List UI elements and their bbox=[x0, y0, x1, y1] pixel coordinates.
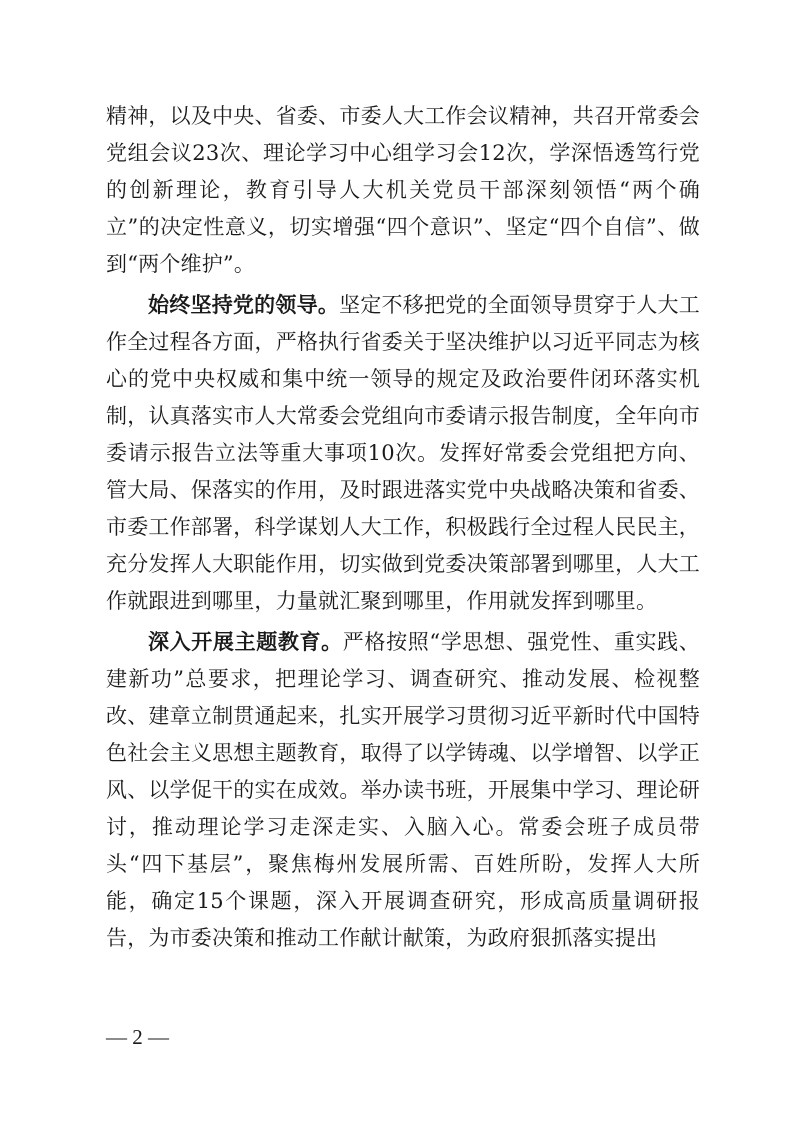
paragraph-text: 精神，以及中央、省委、市委人大工作会议精神，共召开常委会党组会议23次、理论学习中心组学习会12次，学深悟透笃行党的创新理论，教育引导人大机关党员干部深刻领悟“两个确立”的决定性意义，切实增强“四个意识”、坚定“四个自信”、做到“两个维护”。 bbox=[106, 104, 700, 276]
paragraph-continued bbox=[106, 98, 700, 283]
paragraph-heading: 始终坚持党的领导。 bbox=[148, 292, 340, 317]
paragraph-party-leadership bbox=[106, 286, 700, 620]
paragraph-text: 坚定不移把党的全面领导贯穿于人大工作全过程各方面，严格执行省委关于坚决维护以习近平同志为核心的党中央权威和集中统一领导的规定及政治要件闭环落实机制，认真落实市人大常委会党组向市委请示报告制度，全年向市委请示报告立法等重大事项10次。发挥好常委会党组把方向、管大局、保落实的作用，及时跟进落实党中央战略决策和省委、市委工作部署，科学谋划人大工作，积极践行全过程人民民主，充分发挥人大职能作用，切实做到党委决策部署到哪里，人大工作就跟进到哪里，力量就汇聚到哪里，作用就发挥到哪里。 bbox=[106, 293, 700, 613]
paragraph-text: 严格按照“学思想、强党性、重实践、建新功”总要求，把理论学习、调查研究、推动发展、检视整改、建章立制贯通起来，扎实开展学习贯彻习近平新时代中国特色社会主义思想主题教育，取得了以学铸魂、以学增智、以学正风、以学促干的实在成效。举办读书班，开展集中学习、理论研讨，推动理论学习走深走实、入脑入心。常委会班子成员带头“四下基层”，聚焦梅州发展所需、百姓所盼，发挥人大所能，确定15个课题，深入开展调查研究，形成高质量调研报告，为市委决策和推动工作献计献策，为政府狠抓落实提出 bbox=[106, 630, 700, 950]
page-number: — 2 — bbox=[106, 1025, 169, 1049]
paragraph-theme-education bbox=[106, 623, 700, 957]
document-body bbox=[106, 98, 700, 957]
paragraph-heading: 深入开展主题教育。 bbox=[148, 629, 343, 654]
